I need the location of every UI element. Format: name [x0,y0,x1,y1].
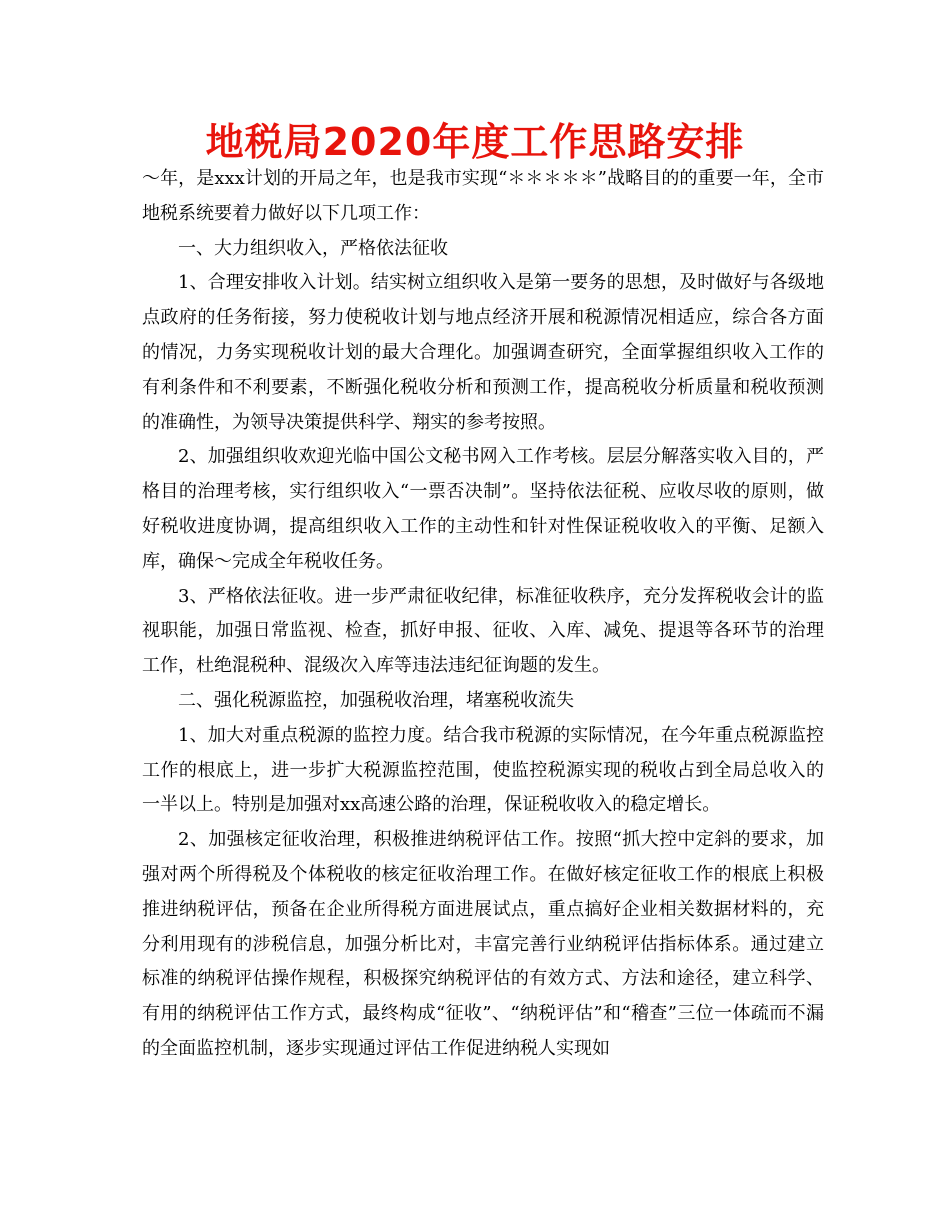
section-heading-2: 二、强化税源监控，加强税收治理，堵塞税收流失 [178,689,574,711]
document-title: 地税局2020年度工作思路安排 [205,120,745,164]
paragraph-2-2: 2、加强核定征收治理，积极推进纳税评估工作。按照“抓大控中定斜的要求，加强对两个所得税及个体税收的核定征收治理工作。在做好核定征收工作的根底上积极推进纳税评估，预备在企业所得税方面进展试点，重点搞好企业相关数据材料的，充分利用现有的涉税信息，加强分析比对，丰富完善行业纳税评估指标体系。通过建立标准的纳税评估操作规程，积极探究纳税评估的有效方式、方法和途径，建立科学、有用的纳税评估工作方式，最终构成“征收”、“纳税评估”和“稽查”三位一体疏而不漏的全面监控机制，逐步实现通过评估工作促进纳税人实现如 [142,829,824,1059]
paragraph-1-3: 3、严格依法征收。进一步严肃征收纪律，标准征收秩序，充分发挥税收会计的监视职能，加强日常监视、检查，抓好申报、征收、入库、减免、提退等各环节的治理工作，杜绝混税种、混级次入库等违法违纪征询题的发生。 [142,585,824,677]
section-heading-1: 一、大力组织收入，严格依法征收 [178,237,448,259]
paragraph-2-1: 1、加大对重点税源的监控力度。结合我市税源的实际情况，在今年重点税源监控工作的根底上，进一步扩大税源监控范围，使监控税源实现的税收占到全局总收入的一半以上。特别是加强对xx高速公路的治理，保证税收收入的稳定增长。 [142,724,824,816]
document-body [142,162,824,1067]
paragraph-intro: ～年，是xxx计划的开局之年，也是我市实现“＊＊＊＊＊”战略目的的重要一年，全市地税系统要着力做好以下几项工作： [142,168,824,224]
paragraph-1-2: 2、加强组织收欢迎光临中国公文秘书网入工作考核。层层分解落实收入目的，严格目的治理考核，实行组织收入“一票否决制”。坚持依法征税、应收尽收的原则，做好税收进度协调，提高组织收入工作的主动性和针对性保证税收收入的平衡、足额入库，确保～完成全年税收任务。 [142,446,824,572]
paragraph-1-1: 1、合理安排收入计划。结实树立组织收入是第一要务的思想，及时做好与各级地点政府的任务衔接，努力使税收计划与地点经济开展和税源情况相适应，综合各方面的情况，力务实现税收计划的最大合理化。加强调查研究，全面掌握组织收入工作的有利条件和不利要素，不断强化税收分析和预测工作，提高税收分析质量和税收预测的准确性，为领导决策提供科学、翔实的参考按照。 [142,272,824,433]
